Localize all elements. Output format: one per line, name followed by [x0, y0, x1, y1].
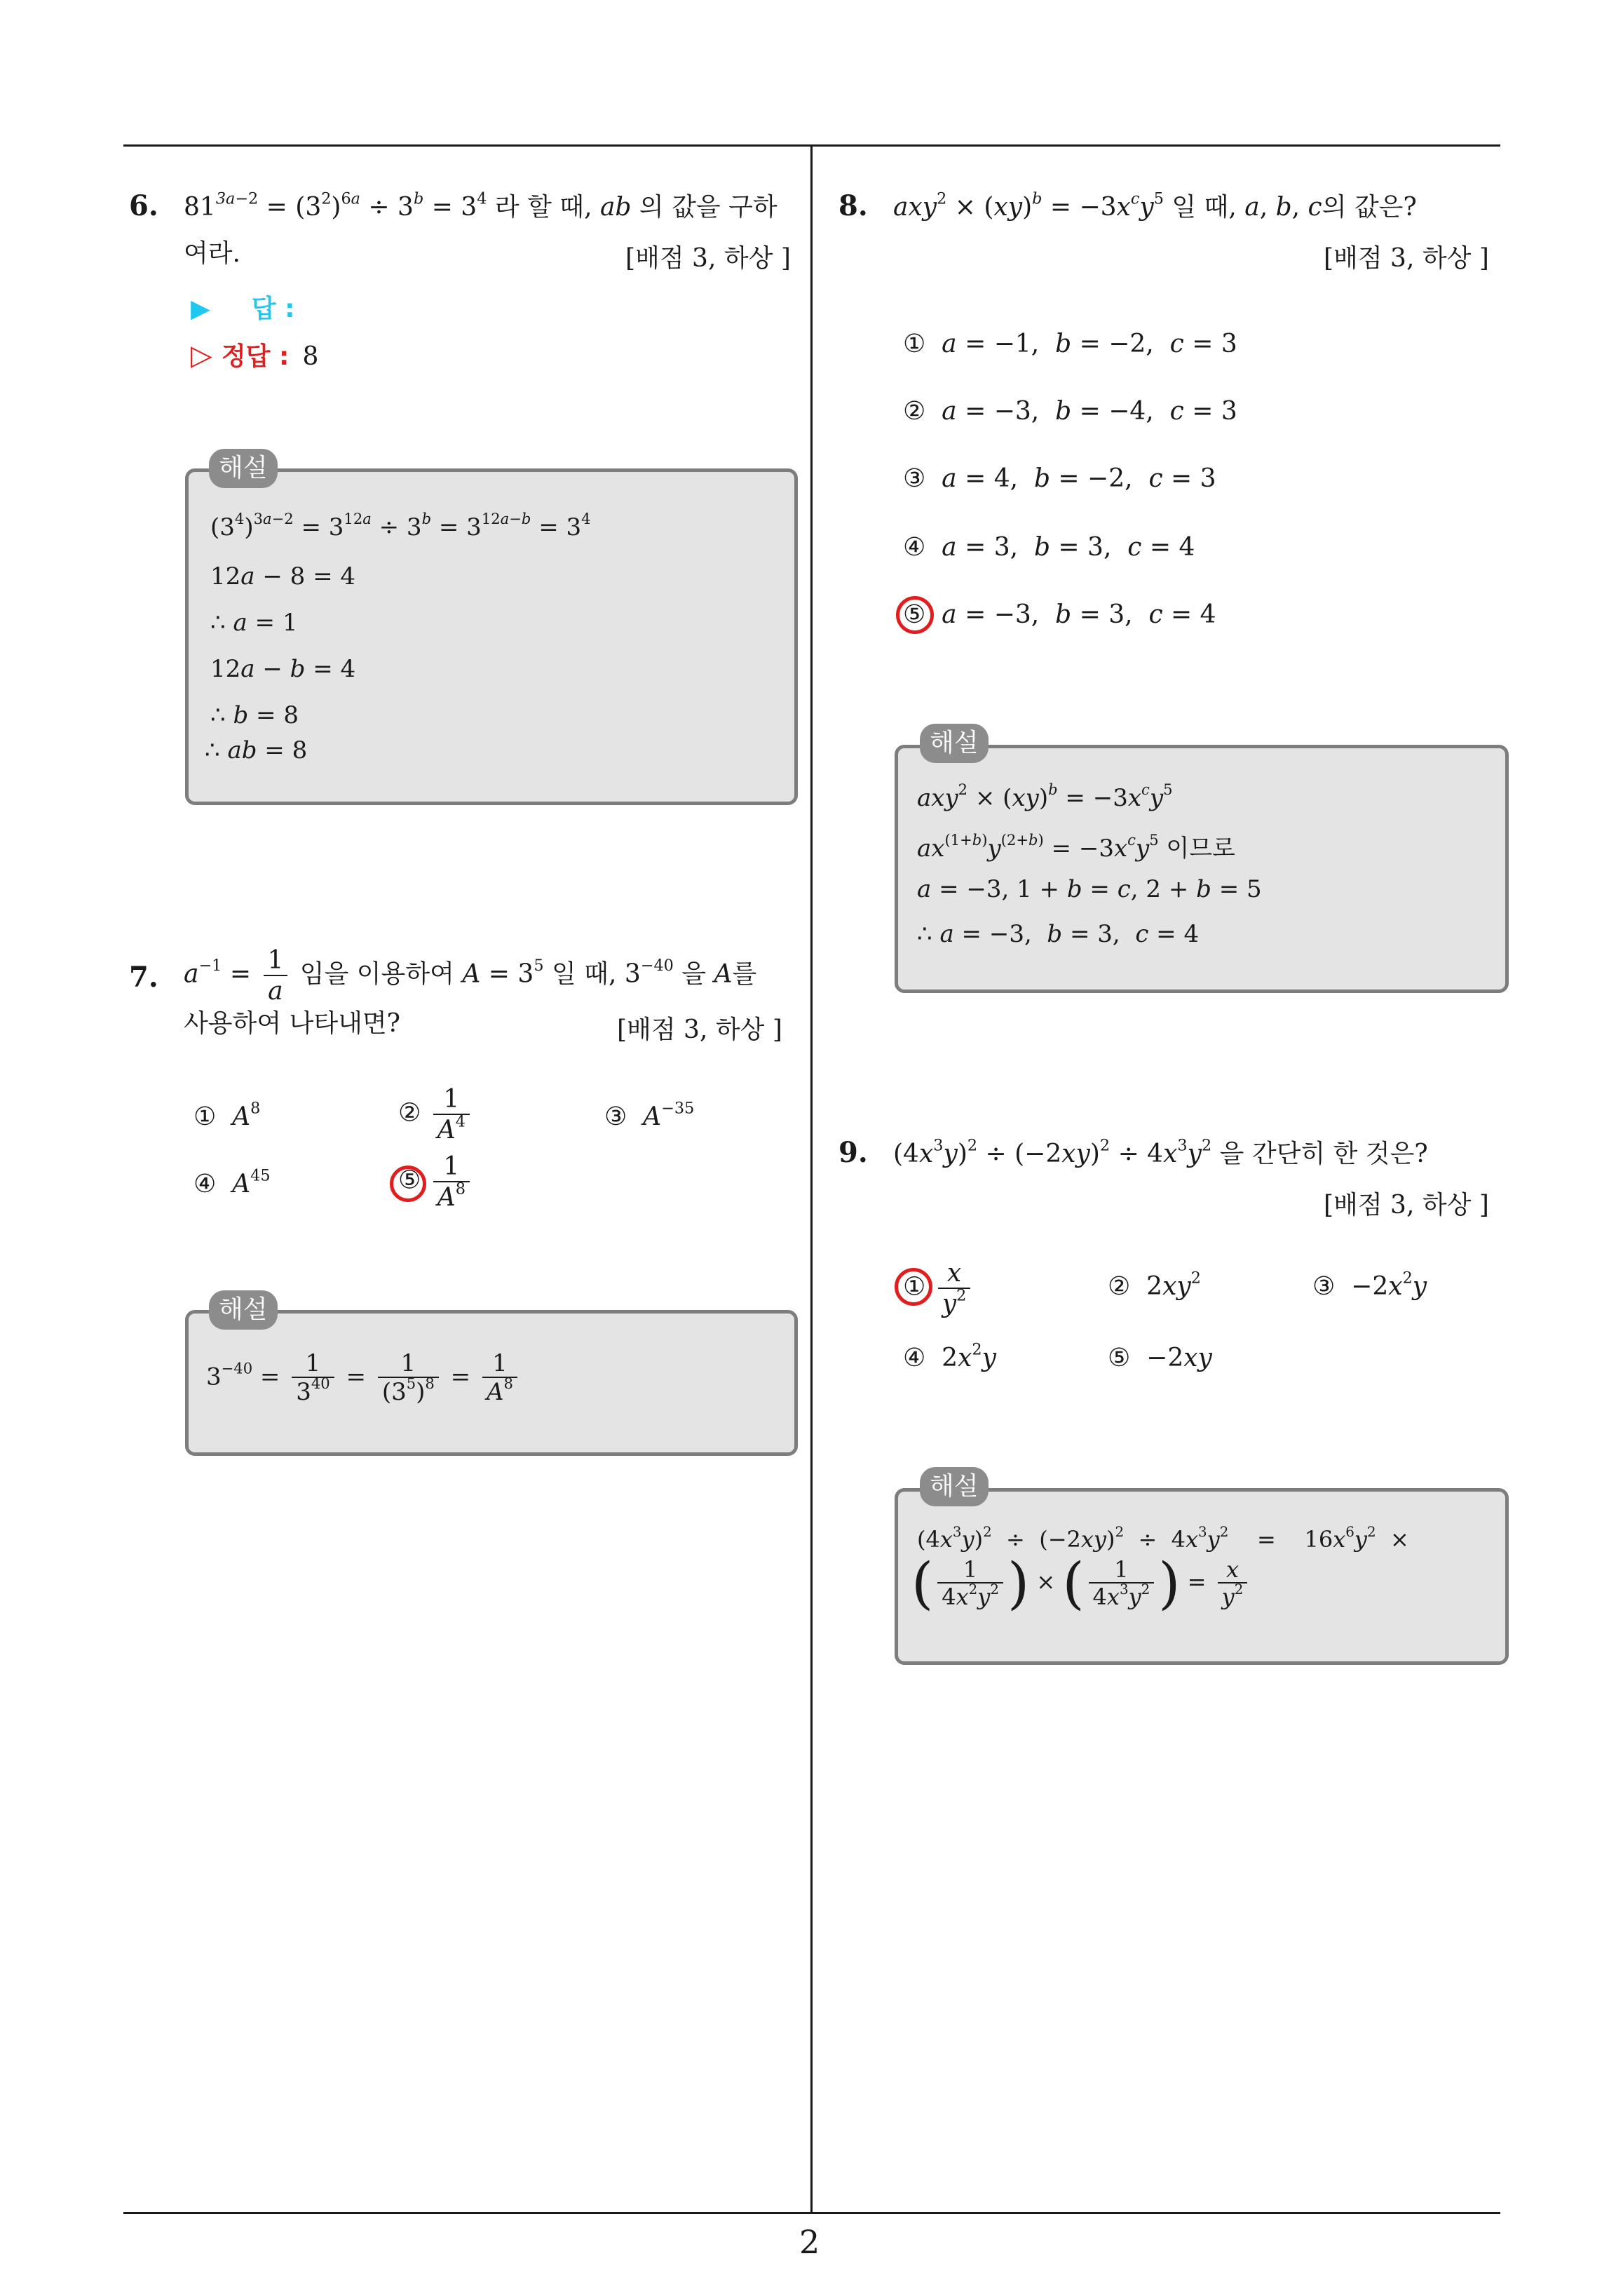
q9-solution-tag: 해설: [920, 1467, 989, 1506]
q8-solution-tag: 해설: [920, 724, 989, 763]
q8-sol-line3: a = −3, 1 + b = c, 2 + b = 5: [917, 875, 1262, 903]
q6-sol-line4: 12a − b = 4: [210, 655, 356, 683]
q8-number: 8.: [838, 189, 868, 222]
q8-choice-3[interactable]: ③ a = 4, b = −2, c = 3: [903, 464, 1216, 493]
q9-sol-line2: ( $\frac{1}{4x^2y^2}$ ) × ( $\frac{1}{4x^3y^2}$ ) = $\frac{x}{y^2}$: [911, 1555, 1251, 1612]
q7-choice-1[interactable]: ① $A^8$: [193, 1099, 261, 1131]
correct-value: 8: [302, 342, 319, 371]
q9-choice-1[interactable]: ① $\frac{x}{y^2}$: [903, 1260, 975, 1318]
q6-sol-line6: ∴ ab = 8: [205, 736, 308, 764]
q7-choice-3[interactable]: ③ $A^{-35}$: [604, 1099, 695, 1131]
q6-correct-row: [191, 337, 318, 372]
q8-choice-5[interactable]: ⑤ a = −3, b = 3, c = 4: [903, 600, 1216, 629]
q9-choice-3[interactable]: ③ $-2x^2y$: [1312, 1269, 1427, 1301]
q6-number: 6.: [129, 189, 158, 222]
column-divider: [810, 144, 813, 2213]
q9-text-line1: $(4x^3y)^2 \div (-2xy)^2 \div 4x^3y^2$ 을 간단히 한 것은?: [893, 1136, 1428, 1168]
q6-meta: [배점 3, 하상 ]: [625, 244, 791, 273]
outline-triangle-icon: ▷: [191, 339, 212, 372]
q8-choice-4[interactable]: ④ a = 3, b = 3, c = 4: [903, 533, 1195, 562]
q7-meta: [배점 3, 하상 ]: [617, 1015, 782, 1044]
correct-label: 정답 :: [221, 342, 290, 371]
q8-meta: [배점 3, 하상 ]: [1324, 244, 1489, 273]
q6-solution-tag: 해설: [209, 449, 278, 488]
q8-choice-1[interactable]: ① a = −1, b = −2, c = 3: [903, 330, 1237, 358]
q8-sol-line1: $axy^2 \times (xy)^b = -3x^cy^5$: [917, 781, 1173, 812]
q7-choice-5[interactable]: ⑤ $\frac{1}{A^8}$: [398, 1153, 474, 1211]
q7-sol-line1: $3^{-40}$ = $\frac{1}{3^{40}}$ = $\frac{1}{(3^5)^8}$ = $\frac{1}{A^8}$: [206, 1351, 522, 1406]
q6-sol-line3: ∴ a = 1: [210, 609, 298, 637]
q8-solution-box: [895, 745, 1509, 993]
q9-choice-2[interactable]: ② $2xy^2$: [1108, 1269, 1201, 1301]
q7-choice-4[interactable]: ④ $A^{45}$: [193, 1166, 271, 1198]
q7-solution-tag: 해설: [209, 1290, 278, 1330]
q9-choice-4[interactable]: ④ $2x^2y$: [903, 1340, 996, 1372]
q6-text-line2: 여라.: [184, 239, 240, 268]
q8-selected-mark: [896, 596, 934, 634]
answer-label: 답 :: [251, 295, 295, 323]
q8-sol-line4: ∴ a = −3, b = 3, c = 4: [917, 920, 1200, 948]
q6-sol-line2: 12a − 8 = 4: [210, 562, 356, 590]
q8-text-line1: $axy^2 \times (xy)^b = -3x^cy^5$ 일 때, a, b, c의 값은?: [893, 189, 1417, 222]
page-number: 2: [799, 2223, 820, 2261]
q8-choice-2[interactable]: ② a = −3, b = −4, c = 3: [903, 397, 1237, 426]
q8-sol-line2: $ax^{(1+b)}y^{(2+b)} = -3x^cy^5$ 이므로: [917, 831, 1235, 863]
q7-selected-mark: [390, 1166, 426, 1202]
q6-answer-row: [191, 289, 295, 325]
q6-sol-line5: ∴ b = 8: [210, 701, 299, 729]
q7-text-line2: 사용하여 나타내면?: [184, 1009, 400, 1038]
q7-choice-2[interactable]: ② $\frac{1}{A^4}$: [398, 1086, 474, 1144]
q6-text-line1: $81^{3a-2} = (3^2)^{6a} \div 3^b = 3^4$ 라 할 때, ab 의 값을 구하: [184, 189, 777, 222]
q9-sol-line1: $(4x^3y)^2 \div (-2xy)^2 \div 4x^3y^2$ = $16x^6y^2$ ×: [917, 1524, 1409, 1553]
play-triangle-icon: ▶: [191, 295, 210, 323]
bottom-rule: [123, 2212, 1500, 2214]
q9-number: 9.: [838, 1136, 868, 1169]
q9-meta: [배점 3, 하상 ]: [1324, 1191, 1489, 1220]
q9-choice-5[interactable]: ⑤ −2xy: [1108, 1344, 1212, 1372]
q9-selected-mark: [895, 1268, 932, 1306]
q6-sol-line1: $(3^4)^{3a-2} = 3^{12a} \div 3^b = 3^{12a-b} = 3^4$: [210, 510, 591, 541]
q7-text-line1: $a^{-1}$ = $\frac{1}{a}$ 임을 이용하여 $A = 3^5$ 일 때, $3^{-40}$ 을 A를: [184, 946, 757, 1006]
q7-number: 7.: [129, 961, 158, 994]
